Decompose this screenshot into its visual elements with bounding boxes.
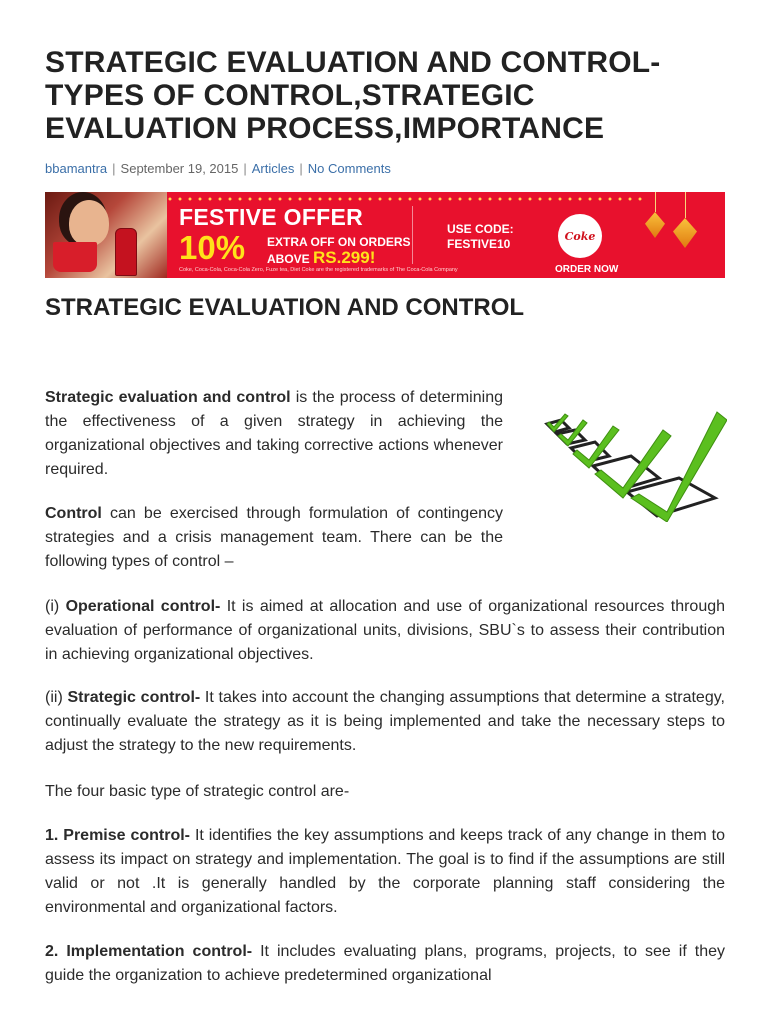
lantern-string	[655, 192, 656, 212]
post-title	[45, 46, 725, 145]
paragraph-text: is the process of determining the effectiveness of a given strategy in achieving the organizational objectives and taking corrective actions whenever required.	[45, 389, 503, 478]
category-link[interactable]: Articles	[251, 161, 295, 176]
paragraph-text: can be exercised through formulation of contingency strategies and a crisis management team. There can be the following types of control –	[45, 505, 503, 570]
bottle-image	[115, 228, 137, 276]
list-prefix: (ii)	[45, 689, 68, 706]
paragraph-text: It is aimed at allocation and use of organizational resources through evaluation of performance of organizational units, divisions, SBU`s to assess their contribution in achieving organizational objectives.	[45, 598, 726, 663]
banner-lights	[165, 196, 645, 202]
cup-image	[53, 242, 97, 272]
bold-term: Strategic control-	[67, 689, 201, 706]
coke-logo-icon	[558, 214, 602, 258]
coke-logo-text: Coke	[564, 229, 596, 243]
comments-link[interactable]: No Comments	[307, 161, 391, 176]
post-title-line: STRATEGIC EVALUATION AND CONTROL-	[45, 46, 661, 79]
offer-amount: RS.299!	[313, 248, 376, 267]
paragraph	[45, 824, 725, 920]
checklist-icon	[539, 400, 727, 522]
banner-photo	[45, 192, 167, 278]
ad-banner[interactable]	[45, 192, 725, 278]
bold-term: 1. Premise control-	[45, 827, 191, 844]
author-link[interactable]: bbamantra	[45, 161, 108, 176]
order-now-button[interactable]: ORDER NOW	[555, 264, 619, 275]
bold-term: Operational control-	[65, 598, 221, 615]
meta-separator: |	[112, 161, 116, 176]
banner-divider	[412, 206, 413, 264]
offer-line-1: EXTRA OFF ON ORDERS	[267, 235, 411, 249]
section-heading: STRATEGIC EVALUATION AND CONTROL	[45, 294, 525, 321]
post-title-line: TYPES OF CONTROL,STRATEGIC	[45, 79, 535, 112]
lantern-icon	[645, 212, 665, 238]
person-image	[69, 200, 109, 246]
paragraph-text: It includes evaluating plans, programs, projects, to see if they guide the organization to achieve predetermined organizational	[45, 943, 726, 984]
paragraph	[45, 940, 725, 988]
paragraph	[45, 595, 725, 667]
paragraph-text: It identifies the key assumptions and keeps track of any change in them to assess its impact on strategy and implementation. The goal is to find if the assumptions are still valid or not .It is generally handled by the corporate planning staff considering the environmental and organizational factors.	[45, 827, 726, 916]
meta-separator: |	[299, 161, 303, 176]
post-date: September 19, 2015	[120, 161, 239, 176]
post-title-line: EVALUATION PROCESS,IMPORTANCE	[45, 112, 605, 145]
offer-title: FESTIVE OFFER	[179, 204, 364, 230]
paragraph	[45, 686, 725, 758]
bold-term: 2. Implementation control-	[45, 943, 253, 960]
paragraph	[45, 502, 503, 574]
paragraph-text: It takes into account the changing assumptions that determine a strategy, continually evaluate the strategy as it is being implemented and take the necessary steps to adjust the strategy to the new requirements.	[45, 689, 725, 754]
offer-line-2	[267, 248, 375, 268]
bold-term: Control	[45, 505, 102, 522]
bold-term: Strategic evaluation and control	[45, 389, 291, 406]
list-prefix: (i)	[45, 598, 66, 615]
paragraph	[45, 386, 503, 482]
lantern-string	[685, 192, 686, 218]
offer-percent: 10%	[179, 229, 246, 266]
offer-fine-print: Coke, Coca-Cola, Coca-Cola Zero, Fuze tea, Diet Coke are the registered trademarks of The Coca-Cola Company	[179, 267, 458, 273]
lantern-icon	[673, 218, 697, 248]
promo-code-label: USE CODE:	[447, 222, 514, 236]
paragraph: The four basic type of strategic control are-	[45, 783, 350, 800]
post-meta	[45, 161, 391, 176]
meta-separator: |	[243, 161, 247, 176]
offer-line-2-prefix: ABOVE	[267, 252, 314, 266]
promo-code: FESTIVE10	[447, 237, 511, 251]
